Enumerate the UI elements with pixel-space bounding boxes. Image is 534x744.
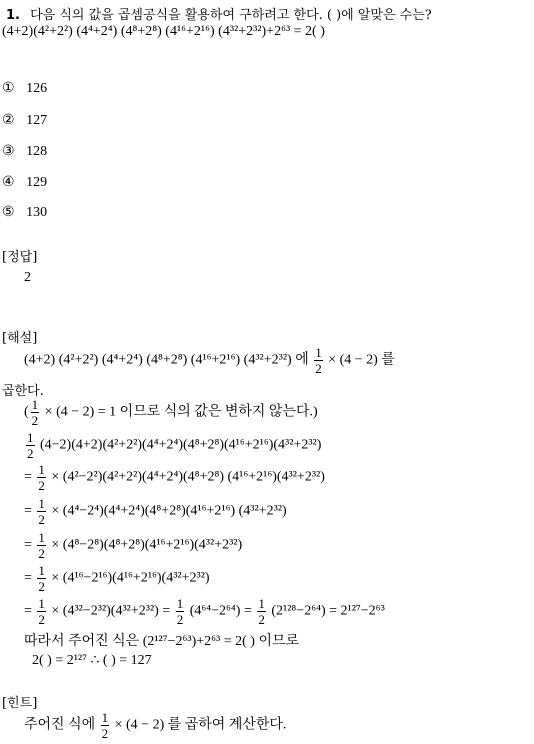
- fraction-half: $\frac{1}{2}$: [101, 710, 109, 741]
- choice-1[interactable]: [2, 80, 47, 97]
- explanation-label: [해설]: [2, 331, 38, 346]
- choice-mark: ④: [2, 175, 15, 190]
- choice-mark: ③: [2, 144, 15, 159]
- explanation-line1: [24, 346, 395, 375]
- fraction-half: $\frac{1}{2}$: [315, 345, 322, 376]
- explanation-tail: × (4 − 2) 를: [328, 352, 395, 368]
- explanation-connector: 에: [295, 352, 309, 368]
- fraction-half: $\frac{1}{2}$: [38, 596, 45, 627]
- explanation-wrap: 곱한다.: [2, 384, 44, 399]
- choice-5[interactable]: [2, 204, 47, 221]
- question-line: [6, 4, 432, 23]
- choice-mark: ②: [2, 113, 15, 128]
- fraction-half: $\frac{1}{2}$: [31, 397, 39, 428]
- answer-value: 2: [24, 270, 31, 285]
- choice-value: 128: [26, 144, 48, 159]
- question-expression: (4+2)(4²+2²) (4⁴+2⁴) (4⁸+2⁸) (4¹⁶+2¹⁶) (4³²+2³²)+2⁶³ = 2( ): [2, 24, 325, 39]
- choice-value: 130: [26, 205, 48, 220]
- explanation-step1: $\frac{1}{2}$ (4−2)(4+2)(4²+2²)(4⁴+2⁴)(4⁸+2⁸)(4¹⁶+2¹⁶)(4³²+2³²): [27, 430, 322, 461]
- explanation-step6: = $\frac{1}{2}$ × (4³²−2³²)(4³²+2³²) = $\frac{1}{2}$ (4⁶⁴−2⁶⁴) = $\frac{1}{2}$ (2¹²⁸−2⁶⁴) = 2¹²⁷−2⁶³: [24, 596, 385, 627]
- fraction-half: $\frac{1}{2}$: [27, 430, 34, 461]
- fraction-half: $\frac{1}{2}$: [38, 530, 45, 561]
- choice-3[interactable]: [2, 143, 47, 160]
- explanation-step5: = $\frac{1}{2}$ × (4¹⁶−2¹⁶)(4¹⁶+2¹⁶)(4³²+2³²): [24, 563, 210, 594]
- fraction-half: $\frac{1}{2}$: [38, 496, 45, 527]
- question-text: 다음 식의 값을 곱셈공식을 활용하여 구하려고 한다. ( )에 알맞은 수는?: [30, 8, 432, 23]
- choice-value: 126: [26, 81, 48, 96]
- answer-label: [정답]: [2, 250, 38, 265]
- explanation-conclusion: 따라서 주어진 식은 (2¹²⁷−2⁶³)+2⁶³ = 2( ) 이므로: [24, 634, 300, 649]
- explanation-expression: (4+2) (4²+2²) (4⁴+2⁴) (4⁸+2⁸) (4¹⁶+2¹⁶) (4³²+2³²): [24, 352, 292, 368]
- explanation-result: 2( ) = 2¹²⁷ ∴ ( ) = 127: [32, 653, 152, 668]
- choice-mark: ①: [2, 81, 15, 96]
- hint-line: 주어진 식에 $\frac{1}{2}$ × (4 − 2) 를 곱하여 계산한다.: [24, 710, 287, 741]
- explanation-line2: ( $\frac{1}{2}$ × (4 − 2) = 1 이므로 식의 값은 변하지 않는다.): [24, 397, 318, 428]
- question-number: 1.: [6, 8, 20, 23]
- explanation-step2: = $\frac{1}{2}$ × (4²−2²)(4²+2²)(4⁴+2⁴)(4⁸+2⁸) (4¹⁶+2¹⁶)(4³²+2³²): [24, 462, 325, 493]
- fraction-half: $\frac{1}{2}$: [258, 596, 265, 627]
- explanation-step4: = $\frac{1}{2}$ × (4⁸−2⁸)(4⁸+2⁸)(4¹⁶+2¹⁶)(4³²+2³²): [24, 530, 243, 561]
- fraction-half: $\frac{1}{2}$: [38, 563, 45, 594]
- choice-value: 127: [26, 113, 48, 128]
- choice-mark: ⑤: [2, 205, 15, 220]
- fraction-half: $\frac{1}{2}$: [176, 596, 184, 627]
- hint-label: [힌트]: [2, 696, 38, 711]
- choice-4[interactable]: [2, 174, 47, 191]
- choice-2[interactable]: [2, 112, 47, 129]
- fraction-half: $\frac{1}{2}$: [38, 462, 45, 493]
- explanation-step3: = $\frac{1}{2}$ × (4⁴−2⁴)(4⁴+2⁴)(4⁸+2⁸)(4¹⁶+2¹⁶) (4³²+2³²): [24, 496, 287, 527]
- choice-value: 129: [26, 175, 48, 190]
